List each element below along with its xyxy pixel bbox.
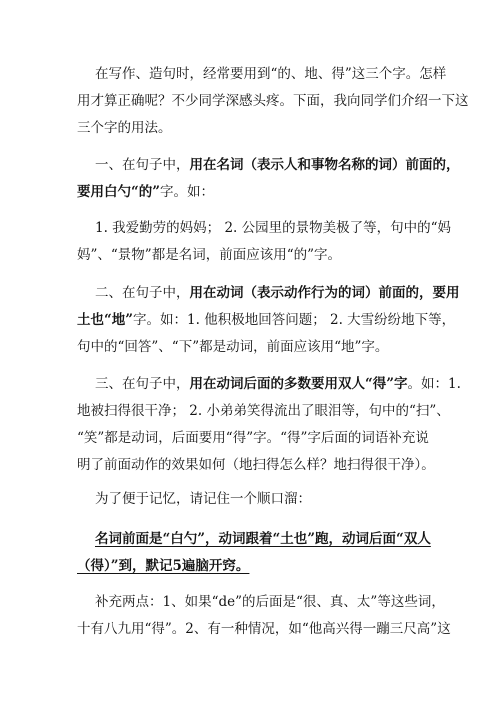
text-line — [77, 371, 461, 398]
rule-highlight: 要用白勺“的” — [77, 184, 161, 200]
text-line — [77, 398, 450, 425]
rule-de2-paragraph — [77, 371, 461, 479]
rule-de-paragraph — [77, 152, 460, 206]
mnemonic-paragraph — [77, 526, 429, 580]
text-line — [77, 425, 429, 452]
supplement-paragraph — [77, 589, 451, 643]
text-run: 字。如： — [160, 184, 215, 200]
text-run: 1. 我爱勤劳的妈妈； 2. 公园里的景物美极了等，句中的“妈 — [95, 220, 452, 236]
text-line — [77, 452, 435, 479]
text-line — [77, 115, 429, 142]
text-run: 句中的“回答”、“下”都是动词，前面应该用“地”字。 — [77, 339, 389, 355]
rule-highlight: 用在名词（表示人和事物名称的词）前面的， — [189, 157, 460, 173]
text-run: 用才算正确呢？不少同学深感头疼。下面，我向同学们介绍一下这 — [77, 93, 469, 109]
text-line — [77, 486, 429, 513]
text-line — [77, 526, 429, 553]
text-line — [77, 152, 460, 179]
text-line — [77, 616, 451, 643]
text-line — [77, 61, 447, 88]
text-run: 十有八九用“得”。2、有一种情况，如“他高兴得一蹦三尺高”这 — [77, 621, 451, 637]
text-line — [77, 88, 469, 115]
text-line — [77, 589, 445, 616]
text-run: 妈”、“景物”都是名词，前面应该用“的”字。 — [77, 247, 342, 263]
text-line — [77, 215, 452, 242]
mnemonic-text: （得）”到，默记5遍脑开窍。 — [77, 558, 250, 574]
text-run: 一、在句子中， — [95, 157, 190, 173]
text-run: 二、在句子中， — [95, 285, 190, 301]
rule-highlight: 用在动词（表示动作行为的词）前面的，要用 — [189, 285, 460, 301]
text-line — [77, 553, 429, 580]
rule-highlight: 土也“地” — [77, 312, 134, 328]
text-run: 字。如：1. 他积极地回答问题； 2. 大雪纷纷地下等， — [133, 312, 456, 328]
text-line — [77, 280, 460, 307]
text-line — [77, 334, 429, 361]
text-run: 补充两点：1、如果“de”的后面是“很、真、太”等这些词， — [95, 594, 445, 610]
text-run: 地被扫得很干净； 2. 小弟弟笑得流出了眼泪等，句中的“扫”、 — [77, 403, 450, 419]
text-run: 明了前面动作的效果如何（地扫得怎么样？地扫得很干净）。 — [77, 457, 435, 473]
text-line — [77, 307, 456, 334]
intro-paragraph — [77, 61, 469, 142]
mnemonic-intro-paragraph — [77, 486, 429, 513]
text-run: 三个字的用法。 — [77, 120, 172, 136]
text-run: 在写作、造句时，经常要用到“的、地、得”这三个字。怎样 — [95, 66, 447, 82]
rule-highlight: 用在动词后面的多数要用双人“得”字 — [189, 376, 408, 392]
text-run: 三、在句子中， — [95, 376, 190, 392]
text-run: “笑”都是动词，后面要用“得”字。“得”字后面的词语补充说 — [77, 430, 429, 446]
text-line — [77, 179, 429, 206]
mnemonic-text: 名词前面是“白勺”，动词跟着“土也”跑，动词后面“双人 — [95, 531, 431, 547]
text-line — [77, 242, 429, 269]
rule-di-paragraph — [77, 280, 460, 361]
example-de-paragraph — [77, 215, 452, 269]
text-run: 。如：1. — [407, 376, 461, 392]
text-run: 为了便于记忆，请记住一个顺口溜： — [95, 491, 311, 507]
